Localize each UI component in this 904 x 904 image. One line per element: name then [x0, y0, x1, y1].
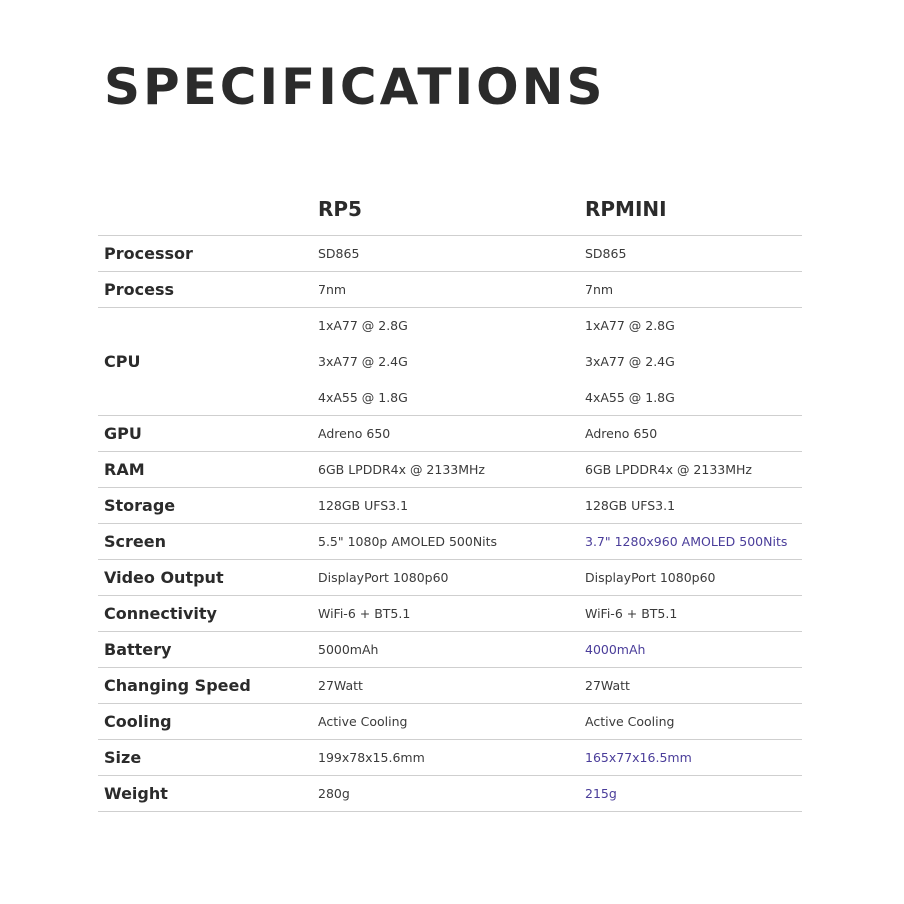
spec-value-rp5: Active Cooling — [318, 714, 408, 729]
spec-value-rp5: DisplayPort 1080p60 — [318, 570, 449, 585]
spec-value-rpmini: SD865 — [585, 246, 627, 261]
spec-value-rp5 — [318, 308, 408, 415]
column-header-rpmini: RPMINI — [585, 197, 667, 221]
spec-value-rpmini: DisplayPort 1080p60 — [585, 570, 716, 585]
spec-label: Connectivity — [104, 604, 217, 623]
spec-label: Changing Speed — [104, 676, 251, 695]
spec-value-rp5: 27Watt — [318, 678, 363, 693]
spec-label: Video Output — [104, 568, 224, 587]
spec-label: Screen — [104, 532, 166, 551]
page-title: SPECIFICATIONS — [104, 58, 606, 116]
spec-value-rp5: WiFi-6 + BT5.1 — [318, 606, 411, 621]
cpu-core-line: 4xA55 @ 1.8G — [318, 389, 408, 405]
spec-row-weight — [98, 776, 802, 812]
spec-label: Processor — [104, 244, 193, 263]
spec-row-size — [98, 740, 802, 776]
spec-value-rp5: 5.5" 1080p AMOLED 500Nits — [318, 534, 498, 549]
cpu-core-line: 3xA77 @ 2.4G — [318, 353, 408, 369]
spec-value-rpmini: WiFi-6 + BT5.1 — [585, 606, 678, 621]
cpu-core-line: 4xA55 @ 1.8G — [585, 389, 675, 405]
spec-value-rpmini: 128GB UFS3.1 — [585, 498, 676, 513]
cpu-core-line: 3xA77 @ 2.4G — [585, 353, 675, 369]
spec-label: Cooling — [104, 712, 172, 731]
spec-value-rp5: 6GB LPDDR4x @ 2133MHz — [318, 462, 485, 477]
spec-value-rpmini-highlighted: 3.7" 1280x960 AMOLED 500Nits — [585, 534, 788, 549]
spec-row-storage — [98, 488, 802, 524]
spec-value-rpmini: Active Cooling — [585, 714, 675, 729]
spec-value-rpmini-highlighted: 4000mAh — [585, 642, 646, 657]
spec-label: RAM — [104, 460, 145, 479]
spec-label: Size — [104, 748, 142, 767]
spec-label: GPU — [104, 424, 142, 443]
spec-row-video-output — [98, 560, 802, 596]
spec-value-rpmini: 7nm — [585, 282, 614, 297]
spec-label: Weight — [104, 784, 168, 803]
spec-row-connectivity — [98, 596, 802, 632]
spec-row-screen — [98, 524, 802, 560]
spec-value-rpmini-highlighted: 215g — [585, 786, 617, 801]
spec-label: Process — [104, 280, 174, 299]
spec-value-rpmini — [585, 308, 675, 415]
cpu-core-line: 1xA77 @ 2.8G — [318, 318, 408, 334]
spec-value-rp5: 199x78x15.6mm — [318, 750, 425, 765]
spec-value-rp5: Adreno 650 — [318, 426, 391, 441]
spec-row-cooling — [98, 704, 802, 740]
spec-table — [98, 235, 802, 812]
spec-value-rpmini: 6GB LPDDR4x @ 2133MHz — [585, 462, 752, 477]
spec-value-rpmini: Adreno 650 — [585, 426, 658, 441]
spec-row-ram — [98, 452, 802, 488]
spec-value-rpmini: 27Watt — [585, 678, 630, 693]
spec-value-rp5: 7nm — [318, 282, 347, 297]
spec-row-gpu — [98, 416, 802, 452]
spec-label: Storage — [104, 496, 176, 515]
spec-row-battery — [98, 632, 802, 668]
cpu-core-line: 1xA77 @ 2.8G — [585, 318, 675, 334]
spec-label: CPU — [104, 352, 141, 371]
spec-row-cpu — [98, 308, 802, 416]
column-header-rp5: RP5 — [318, 197, 362, 221]
spec-row-process — [98, 272, 802, 308]
spec-row-charging-speed — [98, 668, 802, 704]
spec-label: Battery — [104, 640, 172, 659]
spec-row-processor — [98, 236, 802, 272]
spec-value-rpmini-highlighted: 165x77x16.5mm — [585, 750, 692, 765]
spec-value-rp5: SD865 — [318, 246, 360, 261]
spec-value-rp5: 280g — [318, 786, 350, 801]
spec-value-rp5: 5000mAh — [318, 642, 379, 657]
spec-value-rp5: 128GB UFS3.1 — [318, 498, 409, 513]
